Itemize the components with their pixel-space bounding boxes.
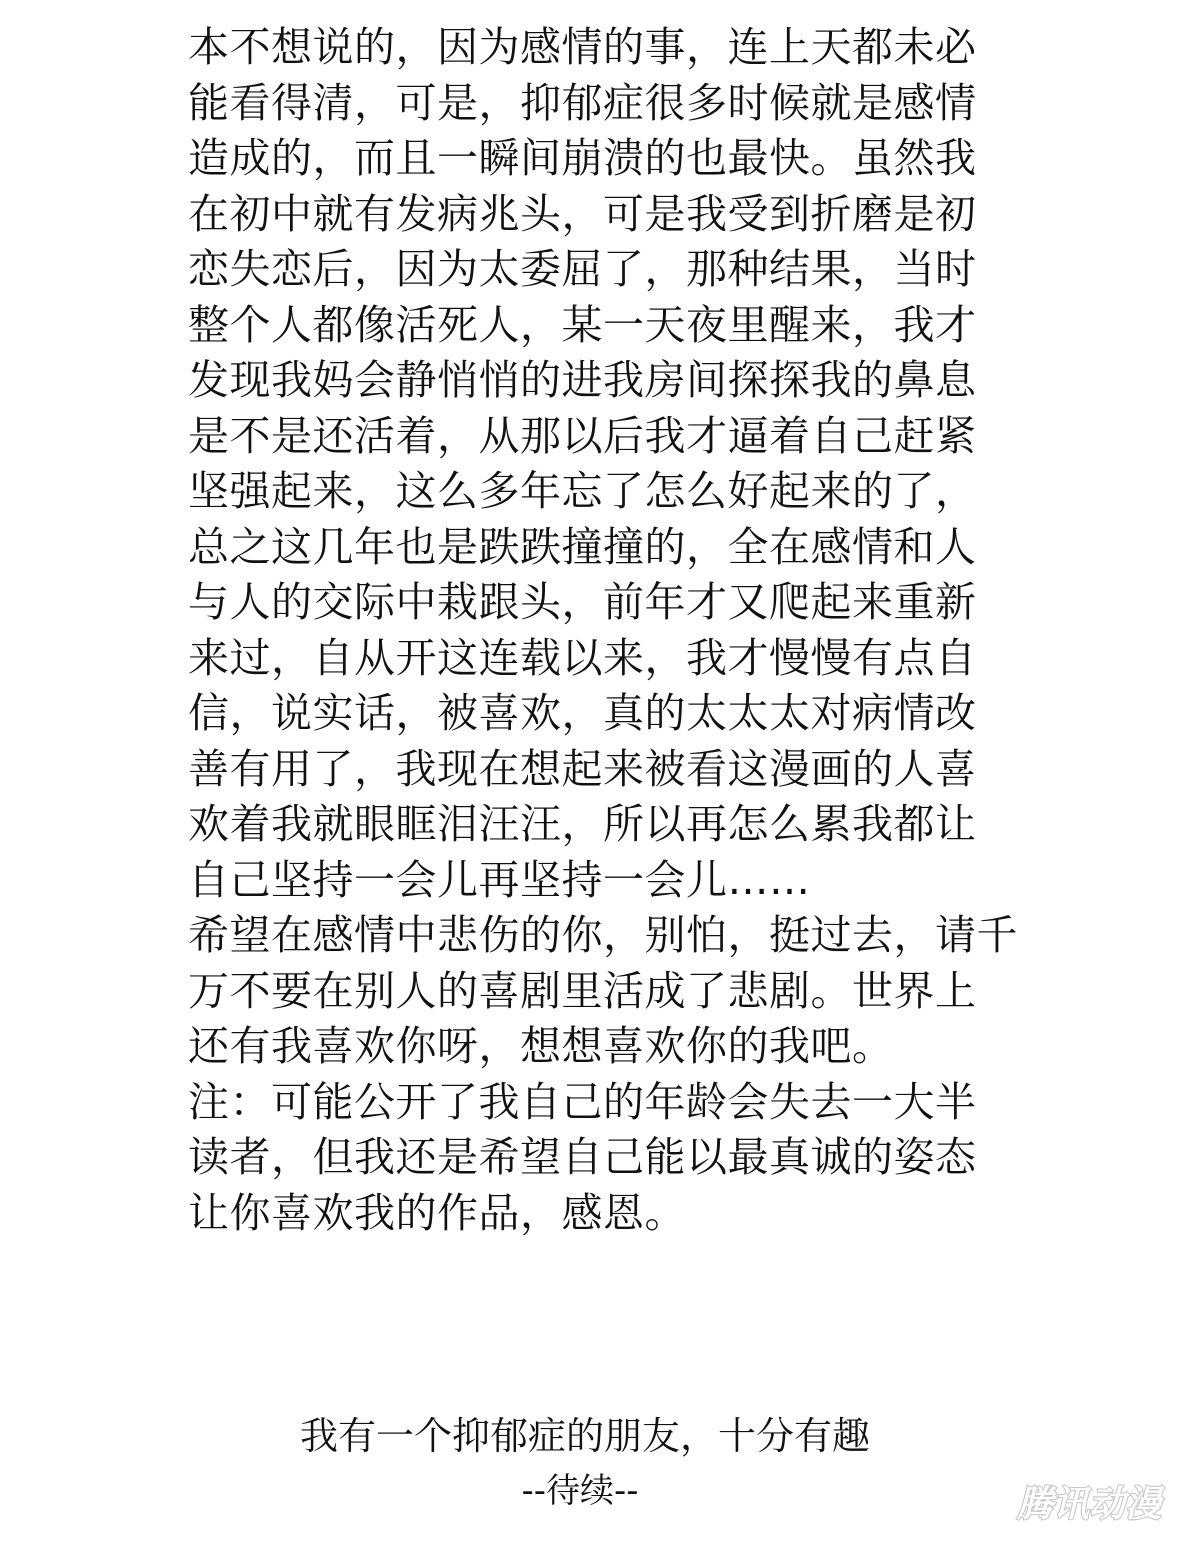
tencent-comic-watermark-logo (994, 1478, 1184, 1528)
text-line: 万不要在别人的喜剧里活成了悲剧。世界上 (188, 966, 977, 1015)
text-line: 来过，自从开这连载以来，我才慢慢有点自 (188, 633, 977, 682)
text-line: 与人的交际中栽跟头，前年才又爬起来重新 (188, 578, 977, 626)
text-line: 整个人都像活死人，某一天夜里醒来，我才 (188, 300, 977, 349)
text-line: 善有用了，我现在想起来被看这漫画的人喜 (188, 744, 977, 793)
text-line: 欢着我就眼眶泪汪汪，所以再怎么累我都让 (188, 800, 977, 848)
text-line: 是不是还活着，从那以后我才逼着自己赶紧 (188, 411, 977, 460)
watermark-logo-mark (996, 1482, 1178, 1526)
text-line: 总之这几年也是跌跌撞撞的，全在感情和人 (188, 522, 977, 571)
text-line: 自己坚持一会儿再坚持一会儿…… (188, 855, 811, 904)
series-title: 我有一个抑郁症的朋友，十分有趣 (299, 1414, 870, 1458)
text-line: 坚强起来，这么多年忘了怎么好起来的了， (188, 467, 977, 515)
text-line: 希望在感情中悲伤的你，别怕，挺过去，请千 (188, 911, 1018, 959)
text-line: 还有我喜欢你呀，想想喜欢你的我吧。 (188, 1022, 894, 1070)
afterword-text (188, 20, 1038, 1241)
text-line: 让你喜欢我的作品，感恩。 (188, 1188, 686, 1237)
text-line: 本不想说的，因为感情的事，连上天都未必 (188, 23, 977, 71)
text-line: 能看得清，可是，抑郁症很多时候就是感情 (188, 78, 977, 127)
to-be-continued: --待续-- (521, 1471, 639, 1511)
text-line: 发现我妈会静悄悄的进我房间探探我的鼻息 (188, 356, 977, 404)
watermark-text: 腾讯动漫 (1016, 1484, 1162, 1525)
text-line: 信，说实话，被喜欢，真的太太太对病情改 (188, 689, 977, 737)
text-line: 注：可能公开了我自己的年龄会失去一大半 (188, 1077, 977, 1126)
text-line: 在初中就有发病兆头，可是我受到折磨是初 (188, 189, 977, 238)
text-line: 读者，但我还是希望自己能以最真诚的姿态 (188, 1133, 977, 1181)
text-line: 造成的，而且一瞬间崩溃的也最快。虽然我 (188, 134, 977, 182)
text-line: 恋失恋后，因为太委屈了，那种结果，当时 (188, 245, 977, 293)
